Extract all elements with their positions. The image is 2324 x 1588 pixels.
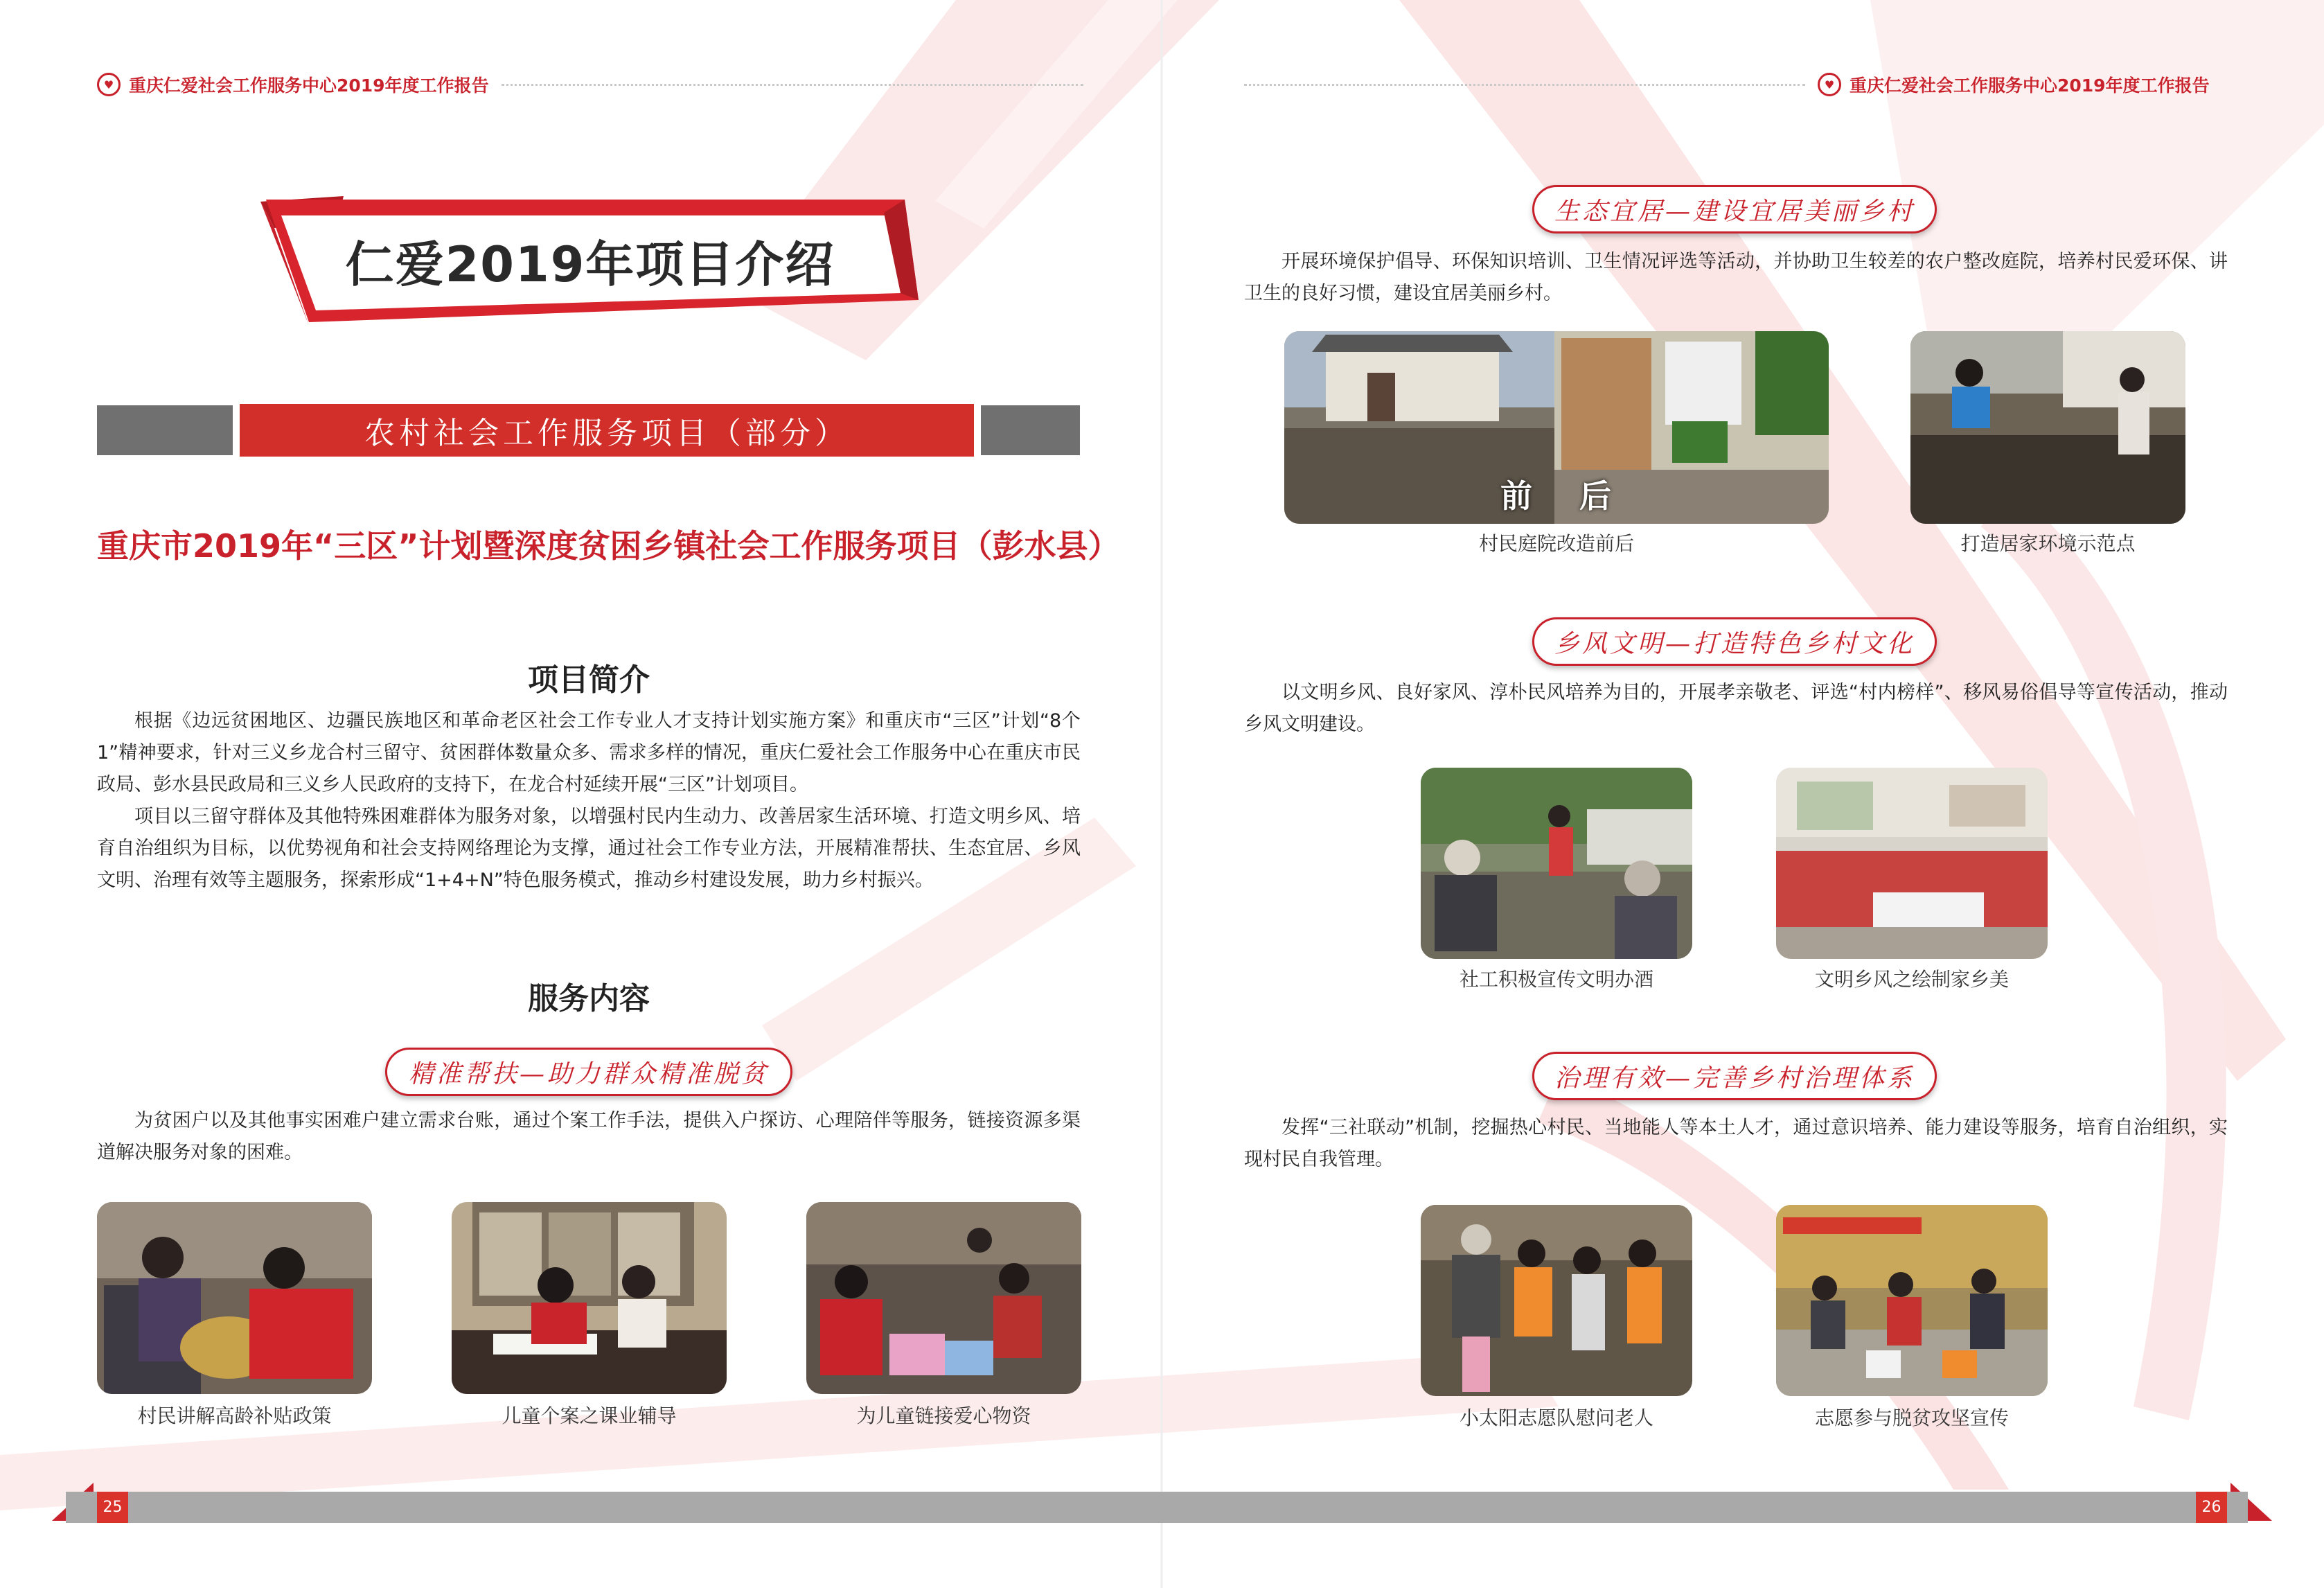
eco-living-text xyxy=(1244,246,2228,310)
after-label: 后 xyxy=(1579,477,1611,515)
caption: 社工积极宣传文明办酒 xyxy=(1459,968,1653,991)
intro-text xyxy=(97,705,1081,897)
caption: 打造居家环境示范点 xyxy=(1960,532,2136,555)
section-bar: 农村社会工作服务项目（部分） xyxy=(240,404,974,457)
rural-civility-paragraph: 以文明乡风、良好家风、淳朴民风培养为目的，开展孝亲敬老、评选“村内榜样”、移风易俗倡导等宣传活动，推动乡风文明建设。 xyxy=(1244,682,2228,735)
caption: 村民庭院改造前后 xyxy=(1478,532,1634,555)
banner-title: 仁爱2019年项目介绍 xyxy=(345,236,835,293)
pill-effective-governance: 治理有效—完善乡村治理体系 xyxy=(1532,1052,1937,1100)
caption: 村民讲解高龄补贴政策 xyxy=(137,1404,332,1427)
caption: 小太阳志愿队慰问老人 xyxy=(1459,1406,1653,1429)
photo-volunteers-visit-elderly xyxy=(1421,1205,1692,1396)
photo-civil-banquet-promotion xyxy=(1421,768,1692,959)
left-header xyxy=(97,71,1083,98)
org-logo-icon: ♥ xyxy=(97,73,121,96)
caption: 为儿童链接爱心物资 xyxy=(856,1404,1031,1427)
page-number-right: 26 xyxy=(2196,1492,2227,1523)
precise-aid-text xyxy=(97,1105,1081,1169)
eco-living-paragraph: 开展环境保护倡导、环保知识培训、卫生情况评选等活动，并协助卫生较差的农户整改庭院，培养村民爱环保、讲卫生的良好习惯，建设宜居美丽乡村。 xyxy=(1244,251,2228,304)
org-logo-icon: ♥ xyxy=(1818,73,1841,96)
page-number-left: 25 xyxy=(97,1492,128,1523)
caption: 文明乡风之绘制家乡美 xyxy=(1814,968,2009,991)
photo-donated-supplies xyxy=(806,1202,1081,1394)
rural-civility-text xyxy=(1244,677,2228,741)
intro-heading: 项目简介 xyxy=(528,662,650,698)
caption: 志愿参与脱贫攻坚宣传 xyxy=(1814,1406,2009,1429)
precise-aid-paragraph: 为贫困户以及其他事实困难户建立需求台账，通过个案工作手法，提供入户探访、心理陪伴等服务，链接资源多渠道解决服务对象的困难。 xyxy=(97,1110,1081,1163)
section-bar-right-block xyxy=(981,405,1080,455)
caption: 儿童个案之课业辅导 xyxy=(502,1404,677,1427)
photo-poverty-alleviation-promo xyxy=(1776,1205,2048,1396)
photo-hometown-painting xyxy=(1776,768,2048,959)
header-dotted-rule xyxy=(502,84,1083,86)
project-title: 重庆市2019年“三区”计划暨深度贫困乡镇社会工作服务项目（彭水县） xyxy=(97,527,1120,565)
photo-courtyard-before-after xyxy=(1284,331,1829,524)
section-bar-left-block xyxy=(97,405,233,455)
governance-paragraph: 发挥“三社联动”机制，挖掘热心村民、当地能人等本土人才，通过意识培养、能力建设等服务，培育自治组织，实现村民自我管理。 xyxy=(1244,1117,2228,1170)
pill-rural-civility: 乡风文明—打造特色乡村文化 xyxy=(1532,617,1937,666)
header-title: 重庆仁爱社会工作服务中心2019年度工作报告 xyxy=(1850,76,2210,96)
pill-eco-living: 生态宜居—建设宜居美丽乡村 xyxy=(1532,185,1937,233)
right-header xyxy=(1244,71,2283,98)
right-page xyxy=(1162,0,2324,1588)
photo-elderly-policy xyxy=(97,1202,372,1394)
intro-paragraph-2: 项目以三留守群体及其他特殊困难群体为服务对象，以增强村民内生动力、改善居家生活环境、打造文明乡风、培育自治组织为目标，以优势视角和社会支持网络理论为支撑，通过社会工作专业方法，开展精准帮扶、生态宜居、乡风文明、治理有效等主题服务，探索形成“1+4+N”特色服务模式，推动乡村建设发展，助力乡村振兴。 xyxy=(97,806,1081,891)
footer-bar xyxy=(66,1492,2248,1523)
photo-model-household xyxy=(1910,331,2185,524)
intro-paragraph-1: 根据《边远贫困地区、边疆民族地区和革命老区社会工作专业人才支持计划实施方案》和重庆市“三区”计划“8个1”精神要求，针对三义乡龙合村三留守、贫困群体数量众多、需求多样的情况，重庆仁爱社会工作服务中心在重庆市民政局、彭水县民政局和三义乡人民政府的支持下，在龙合村延续开展“三区”计划项目。 xyxy=(97,710,1081,795)
header-dotted-rule xyxy=(1244,84,1805,86)
header-title: 重庆仁爱社会工作服务中心2019年度工作报告 xyxy=(129,76,489,96)
pill-precise-aid: 精准帮扶—助力群众精准脱贫 xyxy=(385,1048,792,1096)
before-label: 前 xyxy=(1500,477,1532,515)
governance-text xyxy=(1244,1112,2228,1176)
photo-homework-tutoring xyxy=(452,1202,727,1394)
service-heading: 服务内容 xyxy=(528,981,650,1016)
